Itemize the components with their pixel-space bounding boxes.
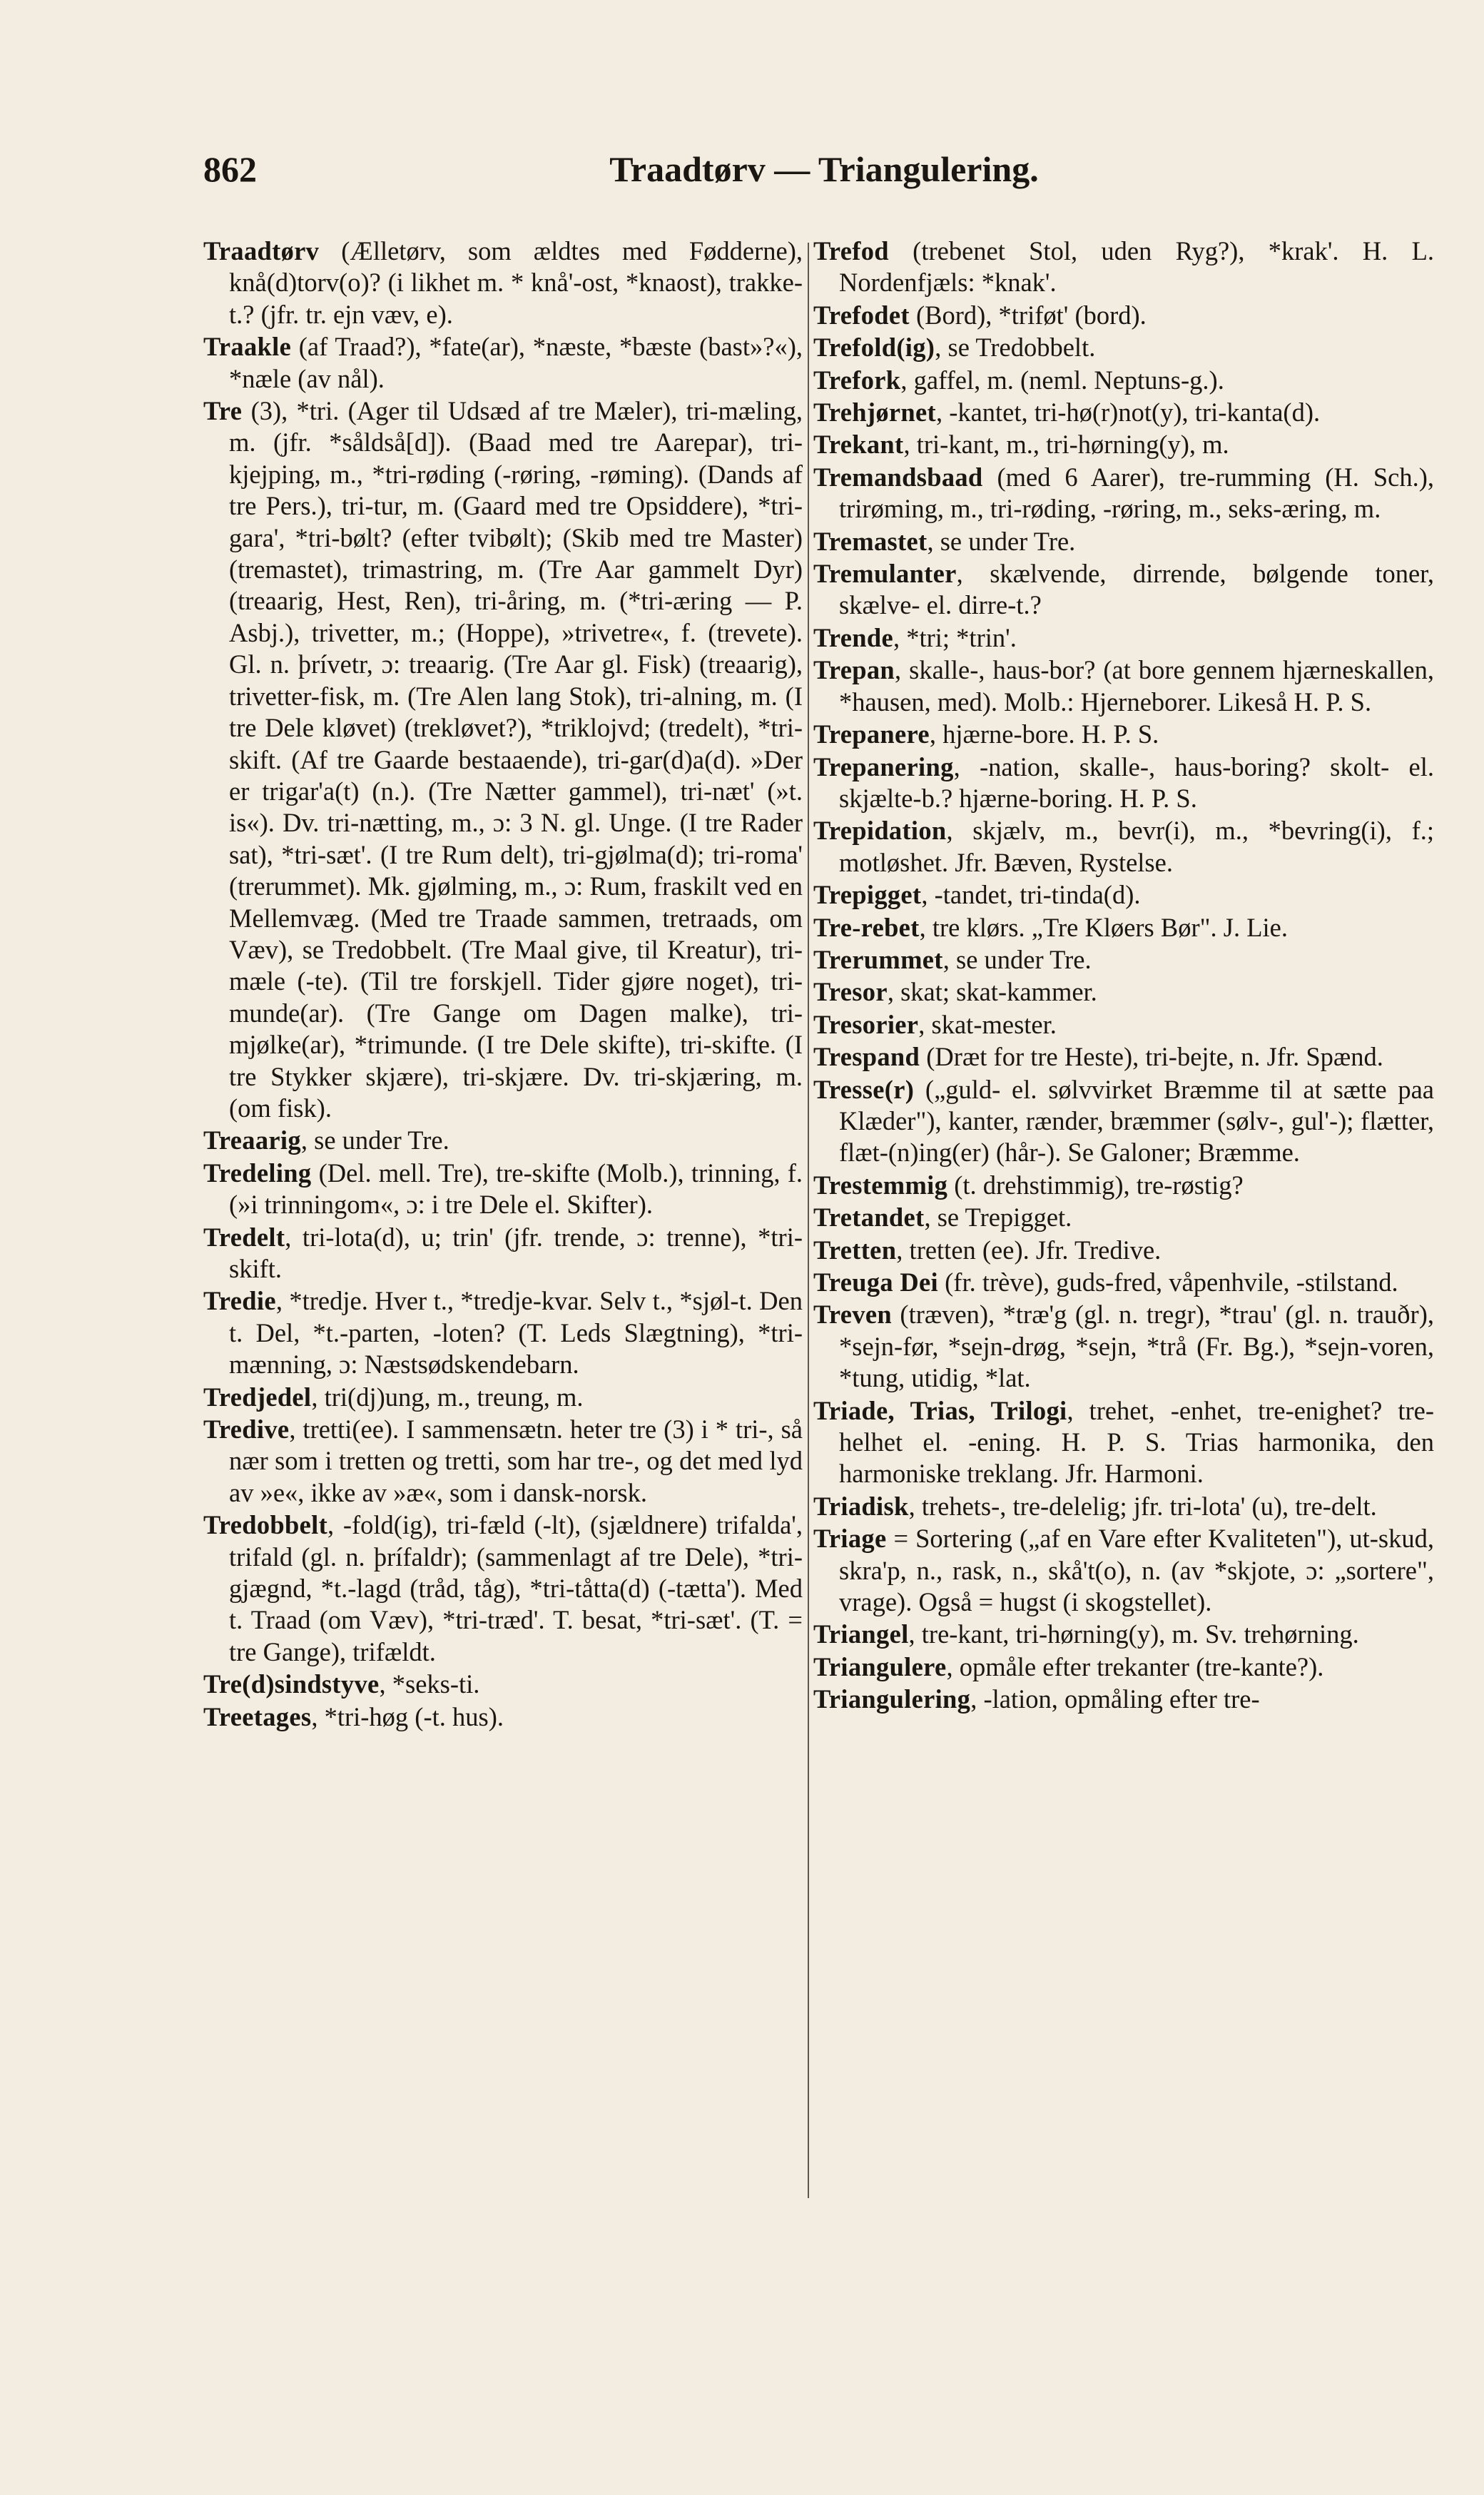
dictionary-entry xyxy=(813,1009,1434,1041)
entry-definition: , se Tredobbelt. xyxy=(935,333,1096,363)
entry-definition: , tri-lota(d), u; trin' (jfr. trende, ɔ: trenne), *tri-skift. xyxy=(229,1222,803,1283)
entry-headword: Trespand xyxy=(813,1042,920,1072)
entry-headword: Tredie xyxy=(203,1286,276,1316)
entry-headword: Triage xyxy=(813,1524,887,1554)
right-column xyxy=(813,236,1434,2391)
dictionary-entry xyxy=(203,1382,803,1413)
entry-definition: , tre klørs. „Tre Kløers Bør". J. Lie. xyxy=(919,912,1289,942)
entry-headword: Tretandet xyxy=(813,1203,925,1233)
dictionary-entry xyxy=(203,395,803,1124)
entry-definition: , *tredje. Hver t., *tredje-kvar. Selv t., *sjøl-t. Den t. Del, *t.-parten, -loten? (T. Leds Slægtning), *tri-mænning, ɔ: Næstsødskendebarn. xyxy=(229,1286,803,1380)
entry-headword: Tre xyxy=(203,396,243,426)
entry-definition: , tri-kant, m., tri-hørning(y), m. xyxy=(903,430,1229,460)
entry-definition: , tre-kant, tri-hørning(y), m. Sv. trehørning. xyxy=(908,1619,1359,1649)
entry-definition: , *tri-høg (-t. hus). xyxy=(311,1701,504,1731)
entry-definition: , se Trepigget. xyxy=(924,1203,1072,1233)
entry-definition: (Bord), *triføt' (bord). xyxy=(909,300,1147,330)
entry-headword: Trerummet xyxy=(813,944,943,974)
running-header xyxy=(203,148,1074,198)
entry-headword: Trefod xyxy=(813,236,889,265)
entry-headword: Trepigget xyxy=(813,880,922,910)
dictionary-entry xyxy=(813,654,1434,718)
dictionary-entry xyxy=(203,1414,803,1509)
dictionary-entry xyxy=(813,300,1434,331)
entry-headword: Tremulanter xyxy=(813,559,957,589)
dictionary-entry xyxy=(203,236,803,330)
entry-definition: (Del. mell. Tre), tre-skifte (Molb.), trinning, f. (»i trinningom«, ɔ: i tre Dele el. Skifter). xyxy=(229,1158,803,1220)
entry-definition: , -lation, opmåling efter tre- xyxy=(970,1684,1260,1714)
entry-headword: Tretten xyxy=(813,1235,897,1265)
left-column xyxy=(203,236,803,2391)
dictionary-entry xyxy=(203,1158,803,1221)
entry-headword: Tresse(r) xyxy=(813,1074,915,1104)
entry-headword: Tre-rebet xyxy=(813,912,920,942)
dictionary-entry xyxy=(813,1202,1434,1233)
column-divider xyxy=(808,243,809,2198)
entry-definition: , tretti(ee). I sammensætn. heter tre (3) i * tri-, så nær som i tretten og tretti, som har tre-, og det med lyd av »e«, ikke av »æ«, som i dansk-norsk. xyxy=(229,1414,803,1507)
entry-headword: Trefold(ig) xyxy=(813,333,935,363)
entry-headword: Treven xyxy=(813,1300,892,1330)
dictionary-entry xyxy=(813,1267,1434,1298)
entry-headword: Traadtørv xyxy=(203,236,320,265)
dictionary-entry xyxy=(813,719,1434,750)
entry-definition: (træven), *træ'g (gl. n. tregr), *trau' (gl. n. trauðr), *sejn-før, *sejn-drøg, *sejn, *trå (Fr. Bg.), *sejn-voren, *tung, utidig, *lat. xyxy=(839,1300,1434,1393)
entry-definition: (Dræt for tre Heste), tri-bejte, n. Jfr. Spænd. xyxy=(920,1042,1383,1072)
entry-headword: Tremandsbaad xyxy=(813,462,983,492)
dictionary-entry xyxy=(813,1491,1434,1522)
dictionary-entry xyxy=(813,429,1434,460)
entry-definition: , -tandet, tri-tinda(d). xyxy=(921,880,1141,910)
dictionary-entry xyxy=(813,815,1434,879)
entry-definition: (Ælletørv, som ældtes med Fødderne), knå(d)torv(o)? (i likhet m. * knå'-ost, *knaost), trakke-t.? (jfr. tr. ejn væv, e). xyxy=(229,236,803,329)
page-number: 862 xyxy=(203,149,257,189)
dictionary-entry xyxy=(813,1523,1434,1618)
dictionary-entry xyxy=(203,1701,803,1733)
entry-definition: (af Traad?), *fate(ar), *næste, *bæste (bast»?«), *næle (av nål). xyxy=(229,332,803,393)
entry-definition: (t. drehstimmig), tre-røstig? xyxy=(947,1170,1244,1200)
entry-definition: , opmåle efter trekanter (tre-kante?). xyxy=(946,1651,1324,1681)
dictionary-entry xyxy=(203,1285,803,1380)
entry-headword: Trepanere xyxy=(813,719,930,749)
dictionary-entry xyxy=(813,1684,1434,1715)
dictionary-entry xyxy=(813,751,1434,815)
entry-headword: Tredjedel xyxy=(203,1382,312,1412)
dictionary-entry xyxy=(813,1074,1434,1169)
entry-headword: Tredobbelt xyxy=(203,1510,328,1540)
entry-definition: , -kantet, tri-hø(r)not(y), tri-kanta(d). xyxy=(935,398,1321,427)
entry-headword: Treetages xyxy=(203,1701,312,1731)
dictionary-entry xyxy=(813,1235,1434,1266)
entry-definition: (fr. trève), guds-fred, våpenhvile, -stilstand. xyxy=(938,1267,1398,1297)
entry-definition: = Sortering („af en Vare efter Kvaliteten"), ut-skud, skra'p, n., rask, n., skå't(o), n. (av *skjote, ɔ: „sortere", vrage). Også = hugst (i skogstellet). xyxy=(839,1524,1434,1617)
entry-definition: , hjærne-bore. H. P. S. xyxy=(929,719,1159,749)
entry-definition: , se under Tre. xyxy=(927,526,1076,556)
entry-definition: , tri(dj)ung, m., treung, m. xyxy=(311,1382,584,1412)
entry-headword: Triangulere xyxy=(813,1651,947,1681)
entry-headword: Triade, Trias, Trilogi xyxy=(813,1395,1067,1425)
page-title: Traadtørv — Triangulering. xyxy=(609,149,1039,189)
entry-definition: (trebenet Stol, uden Ryg?), *krak'. H. L. Nordenfjæls: *knak'. xyxy=(839,236,1434,298)
entry-headword: Trestemmig xyxy=(813,1170,948,1200)
entry-headword: Trehjørnet xyxy=(813,398,936,427)
entry-headword: Tremastet xyxy=(813,526,928,556)
dictionary-entry xyxy=(813,1041,1434,1073)
entry-definition: , tretten (ee). Jfr. Tredive. xyxy=(896,1235,1162,1265)
dictionary-entry xyxy=(813,944,1434,976)
entry-definition: („guld- el. sølvvirket Bræmme til at sætte paa Klæder"), kanter, rænder, bræmmer (sølv-, gul'-); flætter, flæt-(n)ing(er) (hår-). Se Galoner; Bræmme. xyxy=(839,1074,1434,1168)
dictionary-entry xyxy=(813,1619,1434,1650)
entry-headword: Traakle xyxy=(203,332,292,362)
entry-definition: , skat; skat-kammer. xyxy=(887,977,1097,1007)
entry-headword: Triadisk xyxy=(813,1491,909,1521)
dictionary-entry xyxy=(203,1222,803,1285)
entry-headword: Tredeling xyxy=(203,1158,312,1188)
dictionary-entry xyxy=(813,365,1434,396)
entry-definition: , gaffel, m. (neml. Neptuns-g.). xyxy=(900,365,1224,395)
dictionary-entry xyxy=(203,1509,803,1668)
entry-headword: Trefodet xyxy=(813,300,910,330)
entry-definition: , skjælv, m., bevr(i), m., *bevring(i), f.; motløshet. Jfr. Bæven, Rystelse. xyxy=(839,816,1434,877)
entry-headword: Trende xyxy=(813,622,893,652)
dictionary-entry xyxy=(813,1299,1434,1394)
entry-headword: Trepan xyxy=(813,655,895,685)
entry-definition: (3), *tri. (Ager til Udsæd af tre Mæler), tri-mæling, m. (jfr. *såldså[d]). (Baad med tre Aarepar), tri-kjejping, m., *tri-røding (-røring, -røming). (Dands af tre Pers.), tri-tur, m. (Gaard med tre Opsiddere), *tri-gara', *tri-bølt? (efter tvibølt); (Skib med tre Master) (tremastet), trimastring, m. (Tre Aar gammelt Dyr) (treaarig, Hest, Ren), tri-åring, m. (*tri-æring — P. Asbj.), trivetter, m.; (Hoppe), »trivetre«, f. (trevete). Gl. n. þrívetr, ɔ: treaarig. (Tre Aar gl. Fisk) (treaarig), trivetter-fisk, m. (Tre Alen lang Stok), tri-alning, m. (I tre Dele kløvet) (trekløvet?), *triklojvd; (tredelt), *tri-skift. (Af tre Gaarde bestaaende), tri-gar(d)a(d). »Der er trigar'a(t) (n.). (Tre Nætter gammel), tri-næt' (»t. is«). Dv. tri-nætting, m., ɔ: 3 N. gl. Unge. (I tre Rader sat), *tri-sæt'. (I tre Rum delt), tri-gjølma(d); tri-roma' (trerummet). Mk. gjølming, m., ɔ: Rum, fraskilt ved en Mellemvæg. (Med tre Traade sammen, tretraads, om Væv), se Tredobbelt. (Tre Maal give, til Kreatur), tri-mæle (-te). (Til tre forskjell. Tider gjøre noget), tri-munde(ar). (Tre Gange om Dagen malke), tri-mjølke(ar), *trimunde. (I tre Dele skifte), tri-skifte. (I tre Stykker skjære), tri-skjære. Dv. tri-skjæring, m. (om fisk). xyxy=(229,396,803,1123)
entry-headword: Tredelt xyxy=(203,1222,285,1252)
entry-headword: Tre(d)sindstyve xyxy=(203,1669,380,1699)
entry-headword: Trekant xyxy=(813,430,904,460)
entry-definition: , se under Tre. xyxy=(942,944,1092,974)
dictionary-entry xyxy=(813,1170,1434,1201)
entry-definition: , trehets-, tre-delelig; jfr. tri-lota' (u), tre-delt. xyxy=(908,1491,1377,1521)
entry-definition: , -fold(ig), tri-fæld (-lt), (sjældnere) trifalda', trifald (gl. n. þrífaldr); (sammenlagt af tre Dele), *tri-gjægnd, *t.-lagd (tråd, tåg), *tri-tåtta(d) (-tætta'). Med t. Traad (om Væv), *tri-træd'. T. besat, *tri-sæt'. (T. = tre Gange), trifældt. xyxy=(229,1510,803,1666)
entry-headword: Trefork xyxy=(813,365,901,395)
entry-definition: , trehet, -enhet, tre-enighet? tre-helhet el. -ening. H. P. S. Trias harmonika, den harmoniske treklang. Jfr. Harmoni. xyxy=(839,1395,1434,1489)
dictionary-entry xyxy=(813,622,1434,654)
entry-headword: Tresor xyxy=(813,977,888,1007)
dictionary-entry xyxy=(203,1669,803,1700)
dictionary-entry xyxy=(813,462,1434,525)
dictionary-entry xyxy=(813,236,1434,299)
dictionary-entry xyxy=(203,331,803,395)
dictionary-entry xyxy=(813,879,1434,911)
dictionary-entry xyxy=(813,1395,1434,1490)
entry-headword: Tredive xyxy=(203,1414,290,1444)
entry-headword: Trepanering xyxy=(813,751,954,781)
dictionary-entry xyxy=(813,1651,1434,1683)
dictionary-entry xyxy=(813,976,1434,1008)
dictionary-entry xyxy=(813,558,1434,622)
entry-definition: , skælvende, dirrende, bølgende toner, skælve- el. dirre-t.? xyxy=(839,559,1434,620)
dictionary-entry xyxy=(813,332,1434,363)
dictionary-entry xyxy=(813,397,1434,428)
entry-headword: Triangel xyxy=(813,1619,909,1649)
entry-definition: , skat-mester. xyxy=(918,1009,1057,1039)
entry-definition: (med 6 Aarer), tre-rumming (H. Sch.), trirøming, m., tri-røding, -røring, m., seks-æring, m. xyxy=(839,462,1434,524)
entry-headword: Triangulering xyxy=(813,1684,971,1714)
dictionary-entry xyxy=(813,912,1434,943)
entry-definition: , skalle-, haus-bor? (at bore gennem hjærneskallen, *hausen, med). Molb.: Hjerneborer. Likeså H. P. S. xyxy=(839,655,1434,717)
entry-definition: , *tri; *trin'. xyxy=(893,622,1017,652)
entry-headword: Treaarig xyxy=(203,1125,301,1155)
entry-definition: , -nation, skalle-, haus-boring? skolt- el. skjælte-b.? hjærne-boring. H. P. S. xyxy=(839,751,1434,813)
entry-headword: Tresorier xyxy=(813,1009,919,1039)
entry-headword: Treuga Dei xyxy=(813,1267,939,1297)
dictionary-entry xyxy=(203,1125,803,1156)
entry-definition: , se under Tre. xyxy=(300,1125,449,1155)
dictionary-entry xyxy=(813,526,1434,557)
entry-definition: , *seks-ti. xyxy=(379,1669,480,1699)
entry-headword: Trepidation xyxy=(813,816,947,846)
